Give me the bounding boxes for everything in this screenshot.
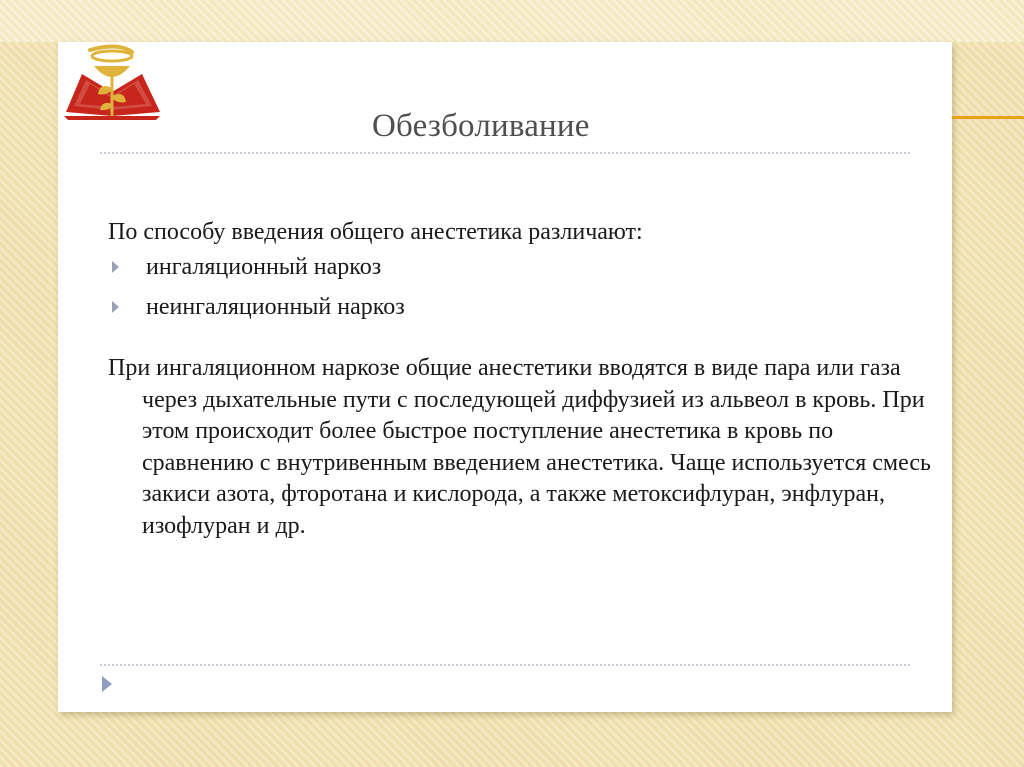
bullet-text: ингаляционный наркоз	[146, 254, 382, 280]
intro-text: По способу введения общего анестетика различают:	[108, 219, 643, 245]
top-divider	[100, 152, 910, 154]
list-item	[108, 293, 908, 322]
medical-emblem-icon	[60, 44, 166, 122]
triangle-bullet-icon	[112, 301, 119, 313]
bottom-divider	[100, 664, 910, 666]
next-arrow-icon[interactable]	[102, 676, 112, 692]
bullet-text: неингаляционный наркоз	[146, 294, 405, 320]
slide-content	[108, 218, 931, 542]
triangle-bullet-icon	[112, 261, 119, 273]
bullet-list	[108, 253, 908, 322]
list-item	[108, 253, 908, 282]
slide-title: Обезболивание	[372, 108, 590, 144]
background-top-band	[0, 0, 1024, 42]
body-paragraph: При ингаляционном наркозе общие анестетики вводятся в виде пара или газа через дыхательные пути с последующей диффузией из альвеол в кровь. При этом происходит более быстрое поступление анестетика в кровь по сравнению с внутривенным введением анестетика. Чаще используется смесь закиси азота, фторотана и кислорода, а также метоксифлуран, энфлуран, изофлуран и др.	[108, 355, 931, 539]
accent-line	[952, 116, 1024, 119]
